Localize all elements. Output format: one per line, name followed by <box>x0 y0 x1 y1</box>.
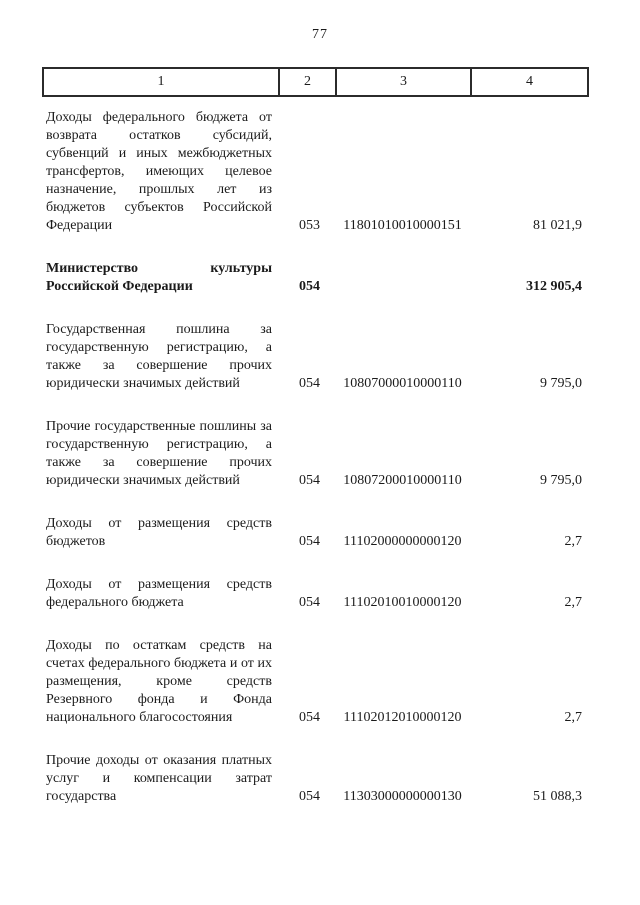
row-admin-code: 054 <box>299 595 320 610</box>
row-admin-code: 054 <box>299 473 320 488</box>
row-name: Прочие государственные пошлины за государственную регистрацию, а также за совершение прочих юридически значимых действий <box>46 419 272 488</box>
row-name: Доходы по остаткам средств на счетах федерального бюджета и от их размещения, кроме средств Резервного фонда и Фонда национального благосостояния <box>46 638 272 725</box>
row-amount: 2,7 <box>564 595 582 610</box>
row-name: Доходы федерального бюджета от возврата остатков субсидий, субвенций и иных межбюджетных трансфертов, имеющих целевое назначение, прошлых лет из бюджетов субъектов Российской Федерации <box>46 110 272 233</box>
table-row <box>44 260 587 296</box>
row-admin-code: 054 <box>299 279 320 294</box>
column-header-1: 1 <box>157 74 165 89</box>
column-header-4: 4 <box>470 69 587 95</box>
row-amount: 312 905,4 <box>526 279 582 294</box>
row-amount: 51 088,3 <box>533 789 582 804</box>
row-kbk-code: 10807200010000110 <box>343 473 462 488</box>
column-header-3: 3 <box>335 69 470 95</box>
table-row <box>44 418 587 490</box>
row-name: Государственная пошлина за государственную регистрацию, а также за совершение прочих юридически значимых действий <box>46 322 272 391</box>
table-row <box>44 576 587 612</box>
row-kbk-code: 11102000000000120 <box>343 534 462 549</box>
row-name: Прочие доходы от оказания платных услуг и компенсации затрат государства <box>46 753 272 804</box>
row-name: Доходы от размещения средств федерального бюджета <box>46 577 272 610</box>
row-name: Доходы от размещения средств бюджетов <box>46 516 272 549</box>
table-row <box>44 515 587 551</box>
row-amount: 2,7 <box>564 534 582 549</box>
table-header-row <box>42 67 589 97</box>
row-kbk-code: 11102010010000120 <box>343 595 462 610</box>
row-amount: 81 021,9 <box>533 218 582 233</box>
row-admin-code: 054 <box>299 789 320 804</box>
row-name: Министерство культуры Российской Федерации <box>46 261 272 294</box>
row-kbk-code: 10807000010000110 <box>343 376 462 391</box>
row-admin-code: 054 <box>299 534 320 549</box>
table-row <box>44 321 587 393</box>
row-kbk-code: 11102012010000120 <box>343 710 462 725</box>
page-number: 77 <box>312 27 328 42</box>
table-row <box>44 109 587 235</box>
table-row <box>44 752 587 806</box>
row-admin-code: 054 <box>299 710 320 725</box>
row-admin-code: 053 <box>299 218 320 233</box>
table-row <box>44 637 587 727</box>
table-body <box>44 109 587 831</box>
column-header-2: 2 <box>278 69 335 95</box>
row-amount: 9 795,0 <box>540 473 582 488</box>
row-kbk-code: 11801010010000151 <box>343 218 462 233</box>
row-amount: 2,7 <box>564 710 582 725</box>
row-kbk-code: 11303000000000130 <box>343 789 462 804</box>
row-admin-code: 054 <box>299 376 320 391</box>
row-amount: 9 795,0 <box>540 376 582 391</box>
